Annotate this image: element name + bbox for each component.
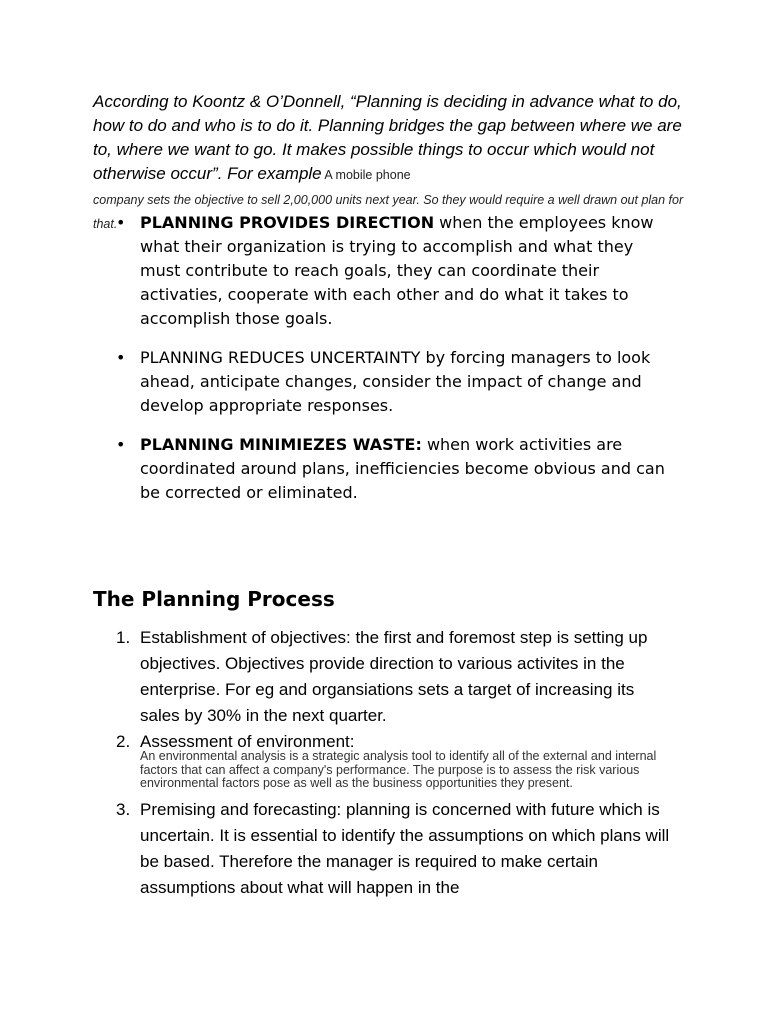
planning-benefits-list	[116, 211, 676, 505]
section-heading: The Planning Process	[93, 587, 335, 611]
list-item	[116, 433, 676, 505]
step-text: Premising and forecasting: planning is concerned with future which is uncertain. It is essential to identify the assumptions on which plans will be based. Therefore the manager is required to make certain assumptions about what will happen in the	[140, 799, 670, 897]
bullet-text: when the employees know what their organization is trying to accomplish and what they must contribute to reach goals, they can coordinate their activaties, cooperate with each other and do what it takes to accomplish those goals.	[140, 213, 654, 328]
intro-quote: According to Koontz & O’Donnell, “Planning is deciding in advance what to do, how to do and who is to do it. Planning bridges the gap between where we are to, where we want to go. It makes possible things to occur which would not otherwise occur”. For example	[93, 92, 682, 183]
step-detail-text: An environmental analysis is a strategic analysis tool to identify all of the external and internal factors that can affect a company's performance. The purpose is to assess the risk various environmental factors pose as well as the business opportunities they present.	[140, 749, 657, 790]
step-number: 1.	[116, 628, 131, 647]
bullet-marker: •	[116, 435, 126, 454]
list-item	[116, 211, 676, 331]
list-item	[116, 346, 676, 418]
bullet-marker: •	[116, 213, 126, 232]
step-text: Establishment of objectives: the first and foremost step is setting up objectives. Objectives provide direction to various activites in the enterprise. For eg and organsiations sets a target of increasing its sales by 30% in the next quarter.	[140, 628, 648, 725]
planning-process-steps	[116, 625, 676, 901]
list-item	[116, 729, 676, 791]
bullet-marker: •	[116, 348, 126, 367]
bullet-lead: PLANNING PROVIDES DIRECTION	[140, 213, 435, 232]
bullet-lead: PLANNING MINIMIEZES WASTE:	[140, 435, 422, 454]
list-item	[116, 625, 676, 729]
step-number: 3.	[116, 799, 131, 819]
intro-example-lead: A mobile phone	[321, 168, 411, 182]
bullet-text: when work activities are coordinated around plans, inefficiencies become obvious and can be corrected or eliminated.	[140, 435, 665, 502]
intro-example-text: company sets the objective to sell 2,00,000 units next year. So they would require a well drawn out plan for that.	[93, 193, 684, 231]
step-text: Assessment of environment:	[140, 732, 355, 751]
bullet-text: PLANNING REDUCES UNCERTAINTY by forcing managers to look ahead, anticipate changes, consider the impact of change and develop appropriate responses.	[140, 348, 651, 415]
list-item	[116, 797, 676, 901]
step-number: 2.	[116, 732, 131, 751]
